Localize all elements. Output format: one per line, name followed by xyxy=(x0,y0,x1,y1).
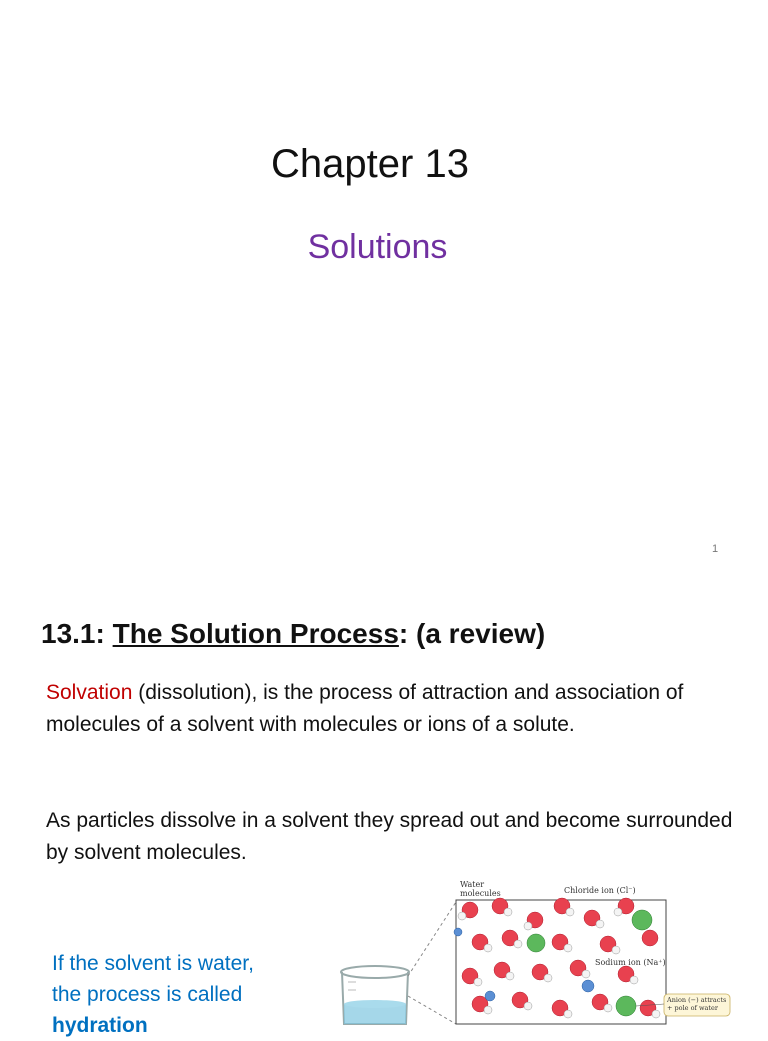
term-hydration: hydration xyxy=(52,1014,148,1037)
slide-2 xyxy=(0,576,768,1037)
label-chloride: Chloride ion (Cl⁻) xyxy=(564,886,636,895)
paragraph-solvation-text: (dissolution), is the process of attraction and association of molecules of a solvent with molecules or ions of a solute. xyxy=(46,681,684,736)
slide-title: Chapter 13 xyxy=(271,142,469,186)
label-water: Water molecules xyxy=(460,880,501,898)
heading-underlined: The Solution Process xyxy=(112,618,399,649)
hydration-diagram xyxy=(330,876,768,1024)
label-anion: Anion (−) attracts + pole of water xyxy=(667,996,727,1012)
page-number: 1 xyxy=(712,543,719,555)
term-solvation: Solvation xyxy=(46,681,133,704)
paragraph-solvation xyxy=(46,677,736,741)
callout-line-2: the process is called xyxy=(52,983,243,1006)
slide-subtitle: Solutions xyxy=(307,228,448,266)
paragraph-dissolve: As particles dissolve in a solvent they spread out and become surrounded by solvent molecules. xyxy=(46,809,733,864)
beaker-image xyxy=(341,966,409,1024)
section-heading xyxy=(41,618,545,650)
hydration-callout xyxy=(52,948,254,1041)
label-sodium: Sodium ion (Na⁺) xyxy=(595,958,666,967)
heading-rest: : (a review) xyxy=(398,618,546,649)
heading-number: 13.1: xyxy=(41,618,105,649)
callout-line-1: If the solvent is water, xyxy=(52,952,254,975)
